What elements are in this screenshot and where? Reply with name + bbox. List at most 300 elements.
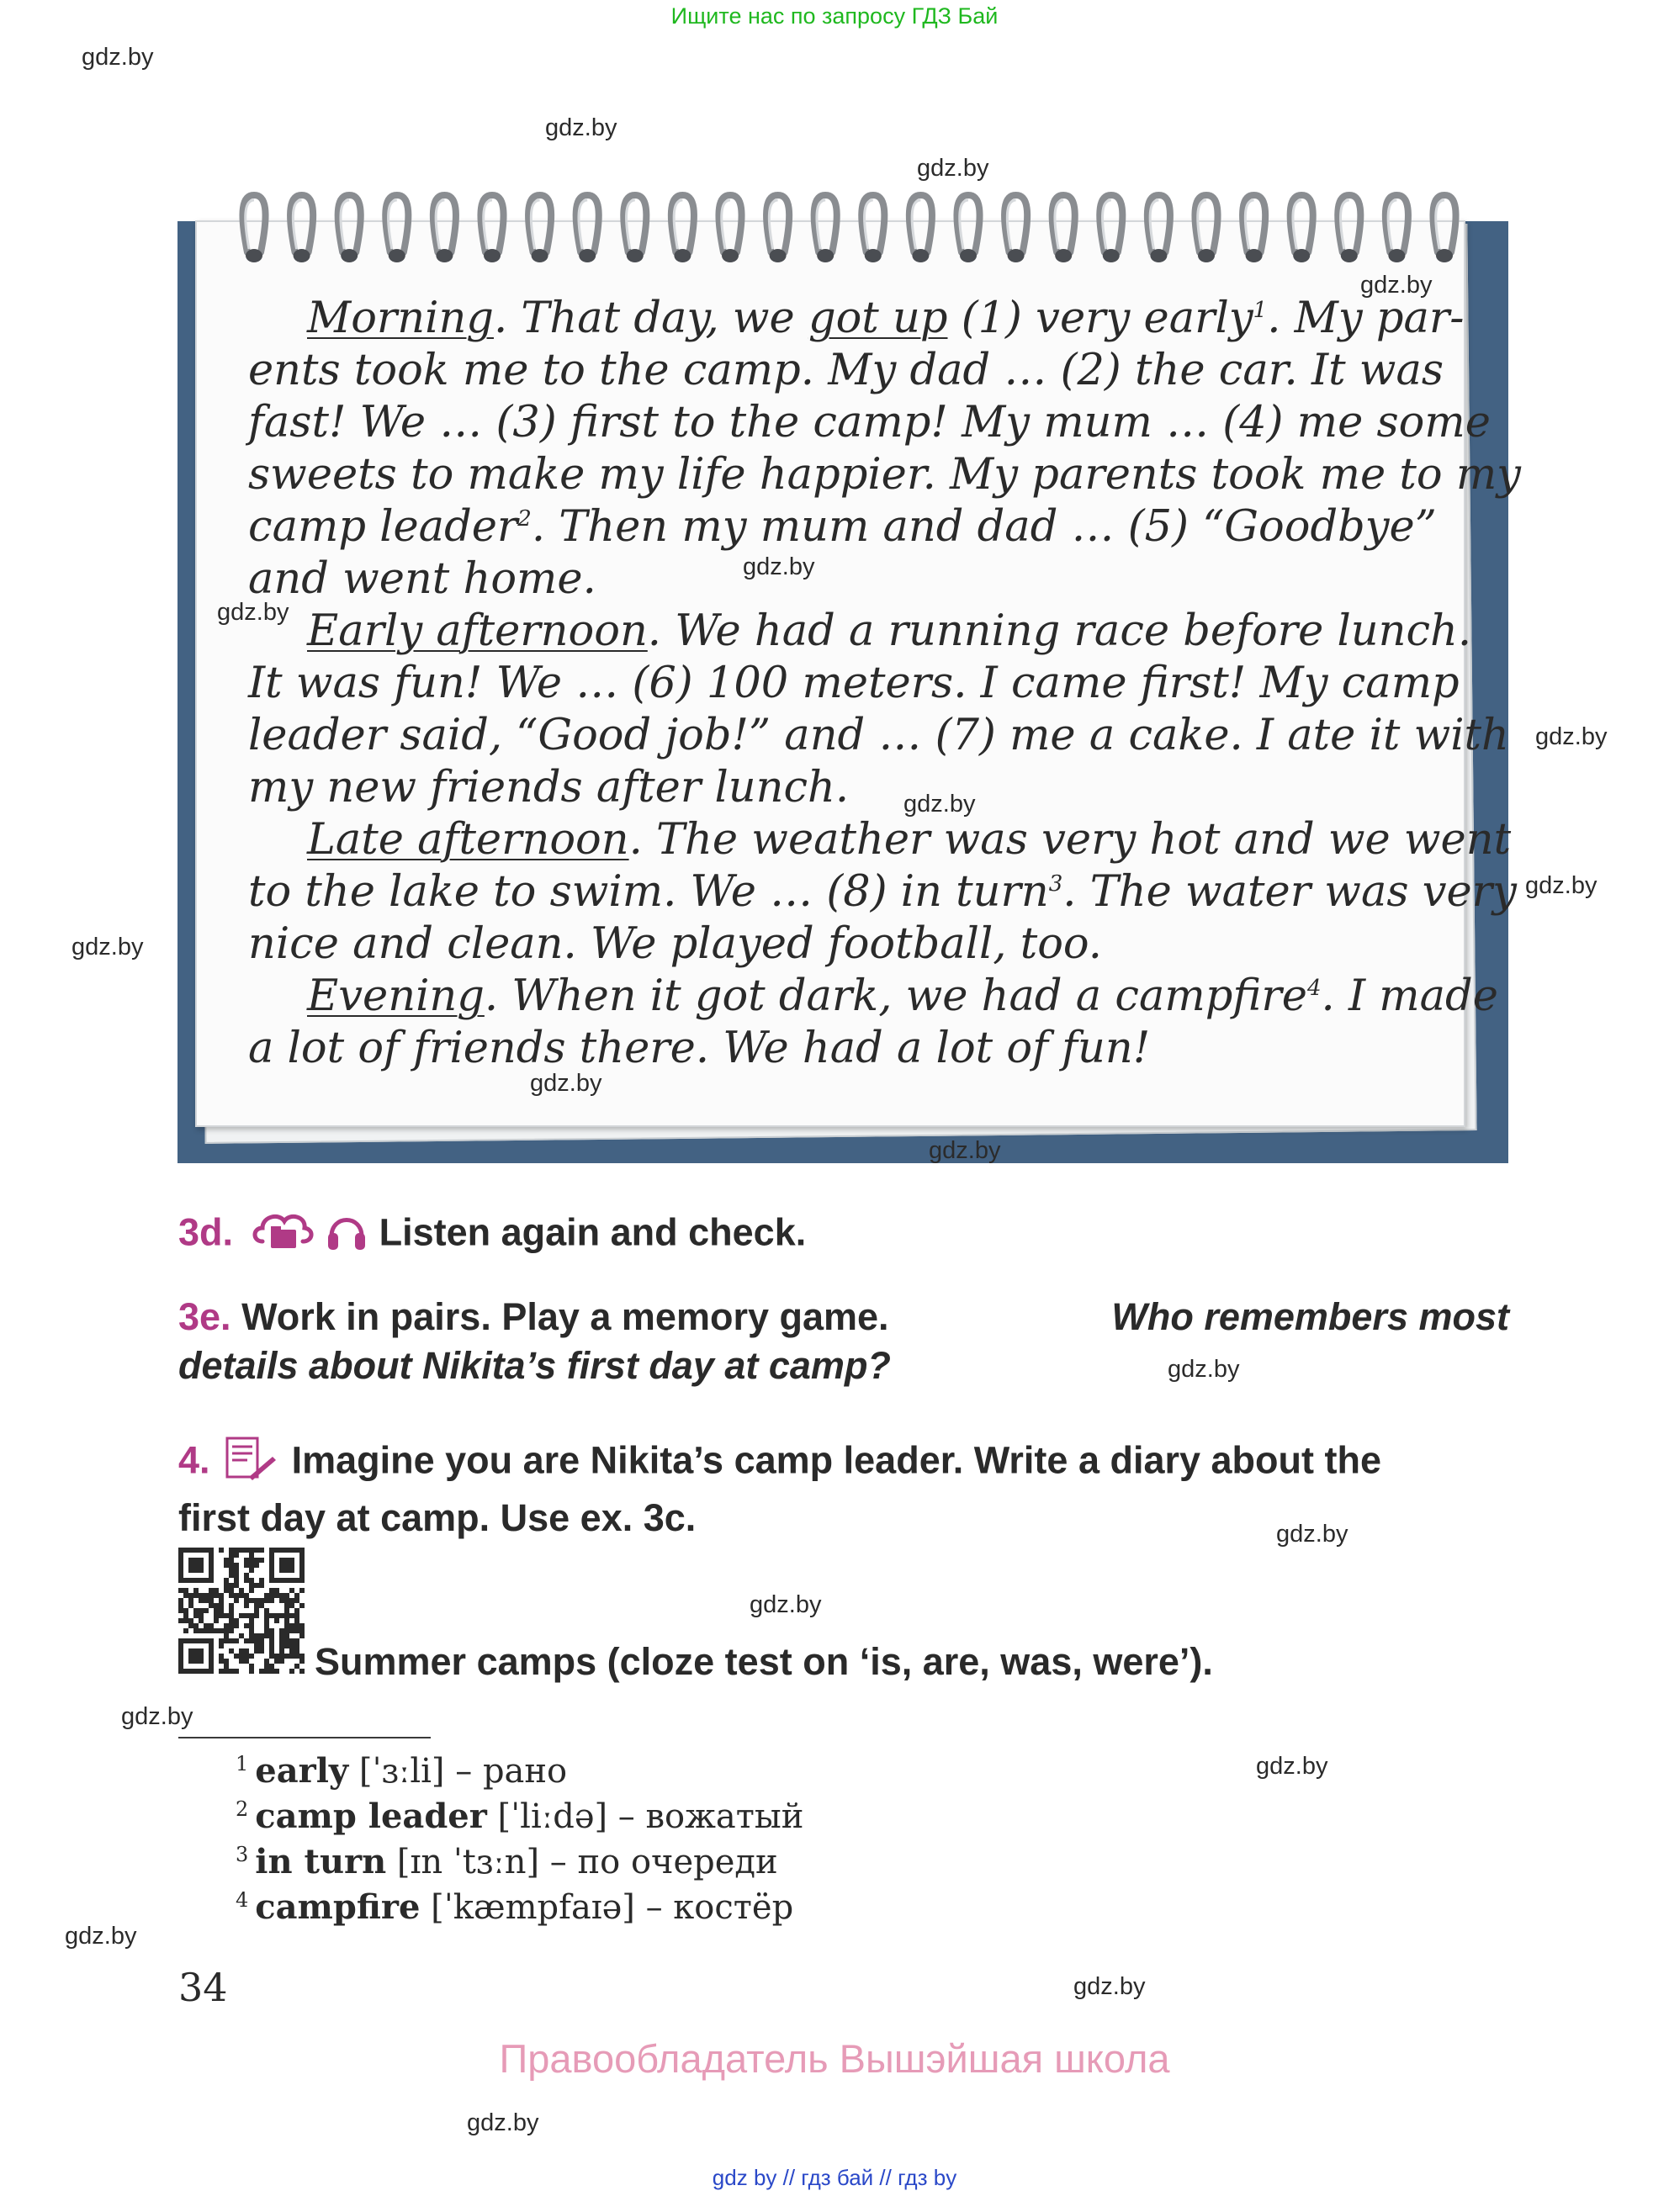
- qr-module: [269, 1628, 274, 1633]
- qr-module: [284, 1613, 289, 1618]
- qr-module: [229, 1563, 234, 1568]
- qr-module: [284, 1633, 289, 1638]
- qr-module: [188, 1598, 193, 1603]
- qr-module: [269, 1588, 274, 1593]
- footnote: $^1$ early [ˈɜːli] – рано: [236, 1751, 568, 1791]
- qr-module: [274, 1618, 279, 1623]
- diary-line: nice and clean. We played football, too.: [248, 919, 1102, 969]
- qr-caption[interactable]: Summer camps (cloze test on ‘is, are, was, were’).: [315, 1640, 1213, 1683]
- qr-module: [249, 1664, 254, 1669]
- qr-module: [289, 1598, 294, 1603]
- qr-module: [229, 1623, 234, 1628]
- qr-module: [259, 1648, 264, 1654]
- qr-module: [274, 1593, 279, 1598]
- spiral-ring: [576, 195, 599, 262]
- qr-module: [294, 1608, 299, 1613]
- qr-module: [254, 1563, 259, 1568]
- qr-module: [188, 1618, 193, 1623]
- diary-line: to the lake to swim. We … (8) in turn$^3$. The water was very: [248, 867, 1517, 917]
- qr-module: [279, 1659, 284, 1664]
- qr-module: [249, 1598, 254, 1603]
- qr-module: [244, 1623, 249, 1628]
- qr-module: [234, 1669, 239, 1674]
- spiral-ring: [290, 195, 313, 262]
- qr-module: [214, 1608, 219, 1613]
- qr-finder: [279, 1558, 294, 1573]
- qr-module: [269, 1643, 274, 1648]
- qr-module: [249, 1669, 254, 1674]
- exercise-text: Listen again and check.: [379, 1210, 807, 1254]
- qr-module: [199, 1593, 204, 1598]
- spiral-binding: [0, 0, 1669, 286]
- qr-module: [259, 1558, 264, 1563]
- spiral-ring: [623, 195, 646, 262]
- qr-module: [188, 1623, 193, 1628]
- qr-module: [193, 1628, 199, 1633]
- qr-module: [294, 1598, 299, 1603]
- spiral-ring: [480, 195, 503, 262]
- heading-morning: Morning: [307, 294, 494, 343]
- qr-module: [199, 1618, 204, 1623]
- qr-module: [224, 1578, 229, 1583]
- qr-module: [259, 1603, 264, 1608]
- diary-line: and went home.: [248, 554, 596, 604]
- qr-module: [249, 1583, 254, 1588]
- qr-module: [244, 1563, 249, 1568]
- qr-module: [264, 1593, 269, 1598]
- qr-module: [219, 1603, 224, 1608]
- qr-module: [259, 1583, 264, 1588]
- qr-module: [294, 1628, 299, 1633]
- bottom-links[interactable]: gdz by // гдз бай // гдз by: [712, 2165, 957, 2190]
- watermark: gdz.by: [1525, 872, 1597, 899]
- qr-module: [274, 1654, 279, 1659]
- page-number: 34: [178, 1965, 228, 2010]
- qr-module: [269, 1638, 274, 1643]
- qr-module: [264, 1664, 269, 1669]
- qr-module: [229, 1593, 234, 1598]
- qr-module: [234, 1598, 239, 1603]
- spiral-ring: [909, 195, 932, 262]
- qr-module: [249, 1558, 254, 1563]
- footnote-ref: 3: [1048, 871, 1063, 897]
- qr-module: [284, 1638, 289, 1643]
- exercise-line: first day at camp. Use ex. 3c.: [178, 1496, 697, 1539]
- qr-module: [254, 1603, 259, 1608]
- qr-module: [204, 1628, 209, 1633]
- qr-module: [229, 1669, 234, 1674]
- qr-module: [219, 1638, 224, 1643]
- qr-finder: [188, 1648, 204, 1664]
- spiral-ring: [1147, 195, 1170, 262]
- spiral-ring: [1433, 195, 1455, 262]
- qr-module: [254, 1558, 259, 1563]
- qr-module: [259, 1643, 264, 1648]
- qr-module: [269, 1648, 274, 1654]
- qr-module: [178, 1588, 183, 1593]
- watermark: gdz.by: [530, 1070, 602, 1097]
- diary-line: Morning. That day, we got up (1) very early$^1$. My par-: [307, 294, 1465, 343]
- qr-module: [259, 1638, 264, 1643]
- cloud-folder-icon[interactable]: [251, 1208, 315, 1262]
- footnote-ref: 2: [517, 506, 532, 532]
- qr-module: [244, 1654, 249, 1659]
- qr-module: [299, 1633, 305, 1638]
- exercise-number: 3d.: [178, 1210, 234, 1254]
- spiral-ring: [1338, 195, 1360, 262]
- qr-module: [234, 1548, 239, 1553]
- qr-module: [249, 1548, 254, 1553]
- watermark: gdz.by: [1360, 272, 1433, 299]
- qr-module: [229, 1558, 234, 1563]
- qr-module: [239, 1588, 244, 1593]
- qr-module: [279, 1633, 284, 1638]
- qr-module: [183, 1618, 188, 1623]
- qr-module: [219, 1613, 224, 1618]
- exercise-number: 4.: [178, 1438, 210, 1482]
- watermark: gdz.by: [750, 1591, 822, 1618]
- qr-module: [234, 1578, 239, 1583]
- qr-module: [209, 1598, 214, 1603]
- qr-module: [219, 1659, 224, 1664]
- qr-module: [204, 1608, 209, 1613]
- qr-module: [279, 1648, 284, 1654]
- qr-module: [244, 1648, 249, 1654]
- qr-module: [264, 1613, 269, 1618]
- qr-module: [234, 1654, 239, 1659]
- qr-module: [178, 1603, 183, 1608]
- qr-module: [229, 1638, 234, 1643]
- qr-module: [219, 1628, 224, 1633]
- qr-module: [259, 1633, 264, 1638]
- qr-module: [284, 1598, 289, 1603]
- qr-module: [209, 1603, 214, 1608]
- headphones-icon[interactable]: [325, 1208, 368, 1262]
- qr-module: [214, 1628, 219, 1633]
- qr-module: [229, 1573, 234, 1578]
- qr-module: [274, 1613, 279, 1618]
- qr-module: [249, 1588, 254, 1593]
- qr-module: [204, 1623, 209, 1628]
- qr-code[interactable]: [178, 1548, 305, 1674]
- qr-module: [224, 1623, 229, 1628]
- watermark: gdz.by: [121, 1703, 193, 1730]
- qr-module: [239, 1633, 244, 1638]
- qr-module: [254, 1598, 259, 1603]
- exercise-4: [178, 1435, 1381, 1540]
- qr-module: [239, 1659, 244, 1664]
- qr-module: [183, 1588, 188, 1593]
- spiral-ring: [1099, 195, 1122, 262]
- writing-pencil-icon: [224, 1435, 278, 1491]
- qr-module: [229, 1588, 234, 1593]
- qr-module: [259, 1548, 264, 1553]
- qr-module: [274, 1669, 279, 1674]
- watermark: gdz.by: [903, 791, 976, 818]
- spiral-ring: [242, 195, 265, 262]
- heading-early-afternoon: Early afternoon: [307, 606, 648, 656]
- qr-module: [249, 1563, 254, 1568]
- diary-line: Late afternoon. The weather was very hot and we went: [307, 815, 1512, 865]
- spiral-ring: [338, 195, 361, 262]
- qr-module: [219, 1669, 224, 1674]
- qr-module: [284, 1608, 289, 1613]
- diary-line: Early afternoon. We had a running race before lunch.: [307, 606, 1472, 656]
- qr-module: [193, 1623, 199, 1628]
- qr-module: [289, 1669, 294, 1674]
- qr-module: [279, 1598, 284, 1603]
- diary-line: It was fun! We … (6) 100 meters. I came first! My camp: [248, 659, 1460, 708]
- qr-module: [254, 1643, 259, 1648]
- qr-module: [299, 1669, 305, 1674]
- qr-module: [229, 1583, 234, 1588]
- footnote-ref: 4: [1306, 976, 1322, 1001]
- qr-module: [209, 1593, 214, 1598]
- qr-module: [244, 1573, 249, 1578]
- qr-module: [269, 1654, 274, 1659]
- qr-module: [254, 1633, 259, 1638]
- qr-module: [193, 1593, 199, 1598]
- spiral-ring: [1052, 195, 1075, 262]
- spiral-ring: [1004, 195, 1027, 262]
- diary-line: a lot of friends there. We had a lot of fun!: [248, 1024, 1151, 1073]
- qr-module: [299, 1659, 305, 1664]
- diary-line: sweets to make my life happier. My parents took me to my: [248, 450, 1521, 500]
- spiral-ring: [861, 195, 884, 262]
- qr-module: [229, 1603, 234, 1608]
- qr-module: [224, 1558, 229, 1563]
- qr-module: [279, 1613, 284, 1618]
- diary-line: Evening. When it got dark, we had a campfire$^4$. I made: [307, 971, 1498, 1021]
- qr-module: [289, 1613, 294, 1618]
- qr-module: [224, 1583, 229, 1588]
- qr-module: [284, 1593, 289, 1598]
- qr-module: [234, 1623, 239, 1628]
- qr-module: [289, 1603, 294, 1608]
- watermark: gdz.by: [1535, 723, 1608, 750]
- footnote-ref: 1: [1253, 298, 1268, 323]
- top-banner: Ищите нас по запросу ГДЗ Бай: [670, 3, 999, 29]
- spiral-ring: [956, 195, 979, 262]
- watermark: gdz.by: [929, 1137, 1001, 1164]
- qr-module: [289, 1643, 294, 1648]
- diary-line: fast! We … (3) first to the camp! My mum … (4) me some: [248, 398, 1491, 447]
- qr-module: [279, 1628, 284, 1633]
- footnote: $^2$ camp leader [ˈliːdə] – вожатый: [236, 1797, 804, 1836]
- qr-module: [224, 1563, 229, 1568]
- qr-module: [264, 1618, 269, 1623]
- qr-module: [284, 1628, 289, 1633]
- qr-module: [284, 1654, 289, 1659]
- qr-module: [264, 1659, 269, 1664]
- qr-module: [234, 1618, 239, 1623]
- qr-module: [249, 1638, 254, 1643]
- qr-module: [264, 1628, 269, 1633]
- qr-module: [259, 1578, 264, 1583]
- qr-module: [229, 1648, 234, 1654]
- qr-module: [209, 1628, 214, 1633]
- watermark: gdz.by: [217, 599, 289, 626]
- qr-module: [249, 1553, 254, 1558]
- qr-module: [244, 1638, 249, 1643]
- qr-module: [239, 1593, 244, 1598]
- qr-module: [264, 1623, 269, 1628]
- qr-module: [284, 1603, 289, 1608]
- qr-module: [234, 1573, 239, 1578]
- watermark: gdz.by: [743, 553, 815, 580]
- qr-module: [244, 1613, 249, 1618]
- qr-module: [229, 1628, 234, 1633]
- qr-module: [204, 1598, 209, 1603]
- qr-module: [294, 1623, 299, 1628]
- qr-module: [254, 1583, 259, 1588]
- qr-module: [284, 1643, 289, 1648]
- qr-module: [244, 1659, 249, 1664]
- qr-module: [294, 1613, 299, 1618]
- qr-module: [294, 1593, 299, 1598]
- qr-module: [249, 1654, 254, 1659]
- qr-module: [224, 1633, 229, 1638]
- qr-module: [239, 1548, 244, 1553]
- qr-module: [294, 1654, 299, 1659]
- spiral-ring: [718, 195, 741, 262]
- qr-module: [219, 1608, 224, 1613]
- qr-module: [249, 1633, 254, 1638]
- spiral-ring: [385, 195, 408, 262]
- qr-module: [294, 1638, 299, 1643]
- qr-module: [264, 1633, 269, 1638]
- qr-module: [219, 1643, 224, 1648]
- qr-module: [249, 1568, 254, 1573]
- exercise-line: details about Nikita’s first day at camp?: [178, 1344, 891, 1387]
- qr-module: [183, 1593, 188, 1598]
- qr-module: [259, 1598, 264, 1603]
- qr-module: [199, 1598, 204, 1603]
- spiral-ring: [1195, 195, 1217, 262]
- qr-module: [219, 1654, 224, 1659]
- qr-module: [204, 1593, 209, 1598]
- qr-module: [294, 1643, 299, 1648]
- qr-module: [214, 1613, 219, 1618]
- qr-module: [289, 1638, 294, 1643]
- qr-finder: [188, 1558, 204, 1573]
- qr-module: [289, 1623, 294, 1628]
- qr-module: [244, 1603, 249, 1608]
- diary-line: leader said, “Good job!” and … (7) me a cake. I ate it with: [248, 711, 1509, 760]
- qr-module: [214, 1588, 219, 1593]
- qr-module: [269, 1593, 274, 1598]
- qr-module: [199, 1613, 204, 1618]
- spiral-ring: [671, 195, 694, 262]
- qr-module: [234, 1593, 239, 1598]
- qr-module: [234, 1563, 239, 1568]
- qr-module: [279, 1593, 284, 1598]
- qr-module: [193, 1608, 199, 1613]
- copyright-notice: Правообладатель Вышэйшая школа: [499, 2036, 1170, 2081]
- qr-module: [239, 1648, 244, 1654]
- qr-module: [264, 1608, 269, 1613]
- diary-text: [248, 293, 1521, 1075]
- qr-module: [224, 1664, 229, 1669]
- qr-module: [244, 1548, 249, 1553]
- qr-module: [234, 1553, 239, 1558]
- qr-module: [289, 1648, 294, 1654]
- exercise-line: 3e. Work in pairs. Play a memory game. Who remembers most: [178, 1295, 1509, 1338]
- qr-module: [274, 1659, 279, 1664]
- qr-module: [249, 1623, 254, 1628]
- heading-evening: Evening: [307, 971, 485, 1021]
- qr-module: [249, 1613, 254, 1618]
- qr-module: [183, 1628, 188, 1633]
- spiral-ring: [1386, 195, 1408, 262]
- qr-module: [239, 1654, 244, 1659]
- qr-module: [234, 1583, 239, 1588]
- qr-module: [178, 1598, 183, 1603]
- spiral-ring: [1290, 195, 1313, 262]
- exercise-line: 4. Imagine you are Nikita’s camp leader. Write a diary about the: [178, 1435, 1381, 1491]
- qr-module: [224, 1588, 229, 1593]
- qr-module: [259, 1669, 264, 1674]
- qr-module: [294, 1648, 299, 1654]
- qr-module: [279, 1654, 284, 1659]
- qr-module: [274, 1588, 279, 1593]
- qr-module: [294, 1664, 299, 1669]
- qr-module: [254, 1608, 259, 1613]
- qr-module: [229, 1568, 234, 1573]
- watermark: gdz.by: [545, 114, 617, 141]
- qr-module: [254, 1548, 259, 1553]
- qr-module: [244, 1578, 249, 1583]
- qr-module: [299, 1603, 305, 1608]
- spiral-ring: [433, 195, 456, 262]
- qr-module: [299, 1588, 305, 1593]
- qr-module: [289, 1588, 294, 1593]
- qr-module: [229, 1613, 234, 1618]
- qr-module: [229, 1548, 234, 1553]
- watermark: gdz.by: [1168, 1356, 1240, 1383]
- qr-module: [224, 1659, 229, 1664]
- footnote-divider: [178, 1737, 431, 1738]
- qr-module: [199, 1628, 204, 1633]
- qr-module: [269, 1669, 274, 1674]
- qr-module: [224, 1613, 229, 1618]
- qr-module: [244, 1593, 249, 1598]
- watermark: gdz.by: [72, 934, 144, 960]
- qr-module: [289, 1654, 294, 1659]
- qr-module: [214, 1593, 219, 1598]
- qr-module: [279, 1638, 284, 1643]
- exercise-3d: [178, 1208, 806, 1262]
- qr-module: [193, 1613, 199, 1618]
- qr-module: [299, 1654, 305, 1659]
- qr-module: [229, 1553, 234, 1558]
- qr-module: [269, 1598, 274, 1603]
- qr-module: [269, 1633, 274, 1638]
- qr-module: [209, 1588, 214, 1593]
- qr-module: [284, 1623, 289, 1628]
- heading-late-afternoon: Late afternoon: [307, 815, 629, 865]
- qr-module: [219, 1598, 224, 1603]
- qr-module: [249, 1628, 254, 1633]
- qr-module: [219, 1593, 224, 1598]
- qr-module: [249, 1578, 254, 1583]
- qr-module: [188, 1593, 193, 1598]
- exercise-number: 3e.: [178, 1295, 231, 1338]
- qr-module: [279, 1643, 284, 1648]
- qr-module: [254, 1648, 259, 1654]
- qr-module: [234, 1568, 239, 1573]
- watermark: gdz.by: [65, 1923, 137, 1950]
